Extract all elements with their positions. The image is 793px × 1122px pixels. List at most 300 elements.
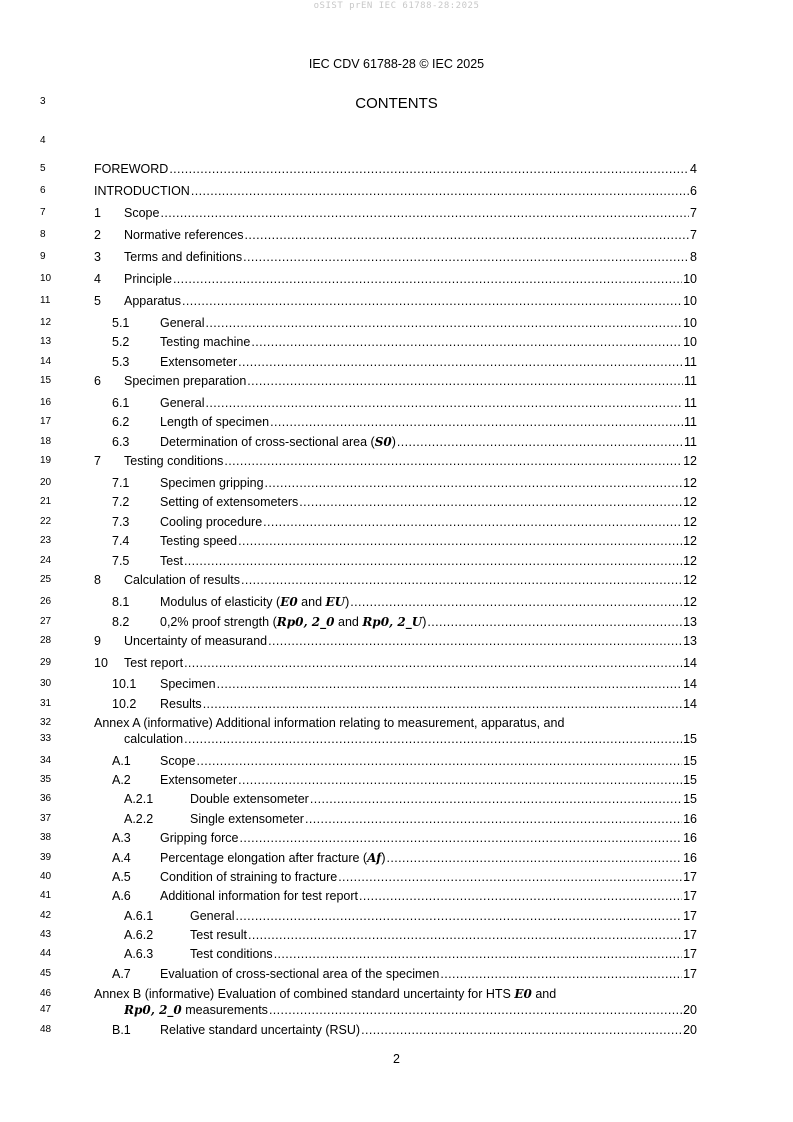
toc-entry[interactable] — [0, 206, 793, 222]
toc-entry[interactable] — [0, 435, 793, 451]
toc-title-text: Extensometer — [160, 773, 238, 787]
toc-entry-page: 17 — [683, 889, 697, 903]
dot-leader — [440, 967, 682, 981]
toc-title-text: Additional information for test report — [160, 889, 359, 903]
line-number: 33 — [40, 733, 52, 744]
dot-leader — [299, 495, 682, 509]
dot-leader — [238, 534, 682, 548]
math-symbol: EU — [325, 595, 346, 609]
toc-entry-title — [190, 947, 273, 961]
toc-entry-number: A.5 — [112, 870, 131, 884]
toc-entry[interactable] — [0, 870, 793, 886]
toc-entry-number: A.7 — [112, 967, 131, 981]
toc-entry-page: 12 — [683, 554, 697, 568]
toc-entry-title — [160, 889, 358, 903]
toc-title-text: Determination of cross-sectional area ( — [160, 435, 375, 449]
toc-entry[interactable] — [0, 355, 793, 371]
toc-title-text: and — [531, 987, 557, 1001]
toc-entry-page: 15 — [683, 754, 697, 768]
toc-entry-page: 12 — [683, 476, 697, 490]
dot-leader — [173, 272, 682, 286]
toc-entry[interactable] — [0, 634, 793, 650]
dot-leader — [361, 1023, 682, 1037]
toc-entry-title — [94, 184, 190, 198]
toc-entry-title — [124, 1003, 268, 1017]
dot-leader — [270, 415, 683, 429]
dot-leader — [203, 697, 682, 711]
line-number: 23 — [40, 535, 52, 546]
toc-entry-number: A.1 — [112, 754, 131, 768]
toc-title-text: FOREWORD — [94, 162, 169, 176]
line-number: 25 — [40, 574, 52, 585]
toc-entry-title — [160, 870, 337, 884]
toc-entry[interactable] — [0, 495, 793, 511]
line-number: 38 — [40, 832, 52, 843]
toc-title-text: Terms and definitions — [124, 250, 243, 264]
toc-title-text: 0,2% proof strength ( — [160, 615, 277, 629]
math-symbol: Af — [367, 851, 382, 865]
toc-title-text: Specimen — [160, 677, 216, 691]
toc-entry-title — [160, 554, 183, 568]
line-number: 31 — [40, 698, 52, 709]
toc-entry-title — [124, 656, 183, 670]
line-number: 45 — [40, 968, 52, 979]
dot-leader — [397, 435, 683, 449]
toc-title-text: Modulus of elasticity ( — [160, 595, 281, 609]
toc-title-text: Test report — [124, 656, 184, 670]
toc-entry-number: 9 — [94, 634, 101, 648]
line-number: 10 — [40, 273, 52, 284]
toc-entry[interactable] — [0, 1003, 793, 1019]
line-number: 7 — [40, 207, 46, 218]
toc-title-text: Annex B (informative) Evaluation of combined standard uncertainty for HTS — [94, 987, 515, 1001]
toc-entry-page: 12 — [683, 454, 697, 468]
line-number: 34 — [40, 755, 52, 766]
toc-entry-title — [160, 615, 426, 629]
toc-title-text: Testing speed — [160, 534, 238, 548]
toc-title-text: Double extensometer — [190, 792, 309, 806]
page-title: CONTENTS — [355, 95, 438, 112]
toc-entry[interactable] — [0, 732, 793, 748]
toc-entry[interactable] — [0, 987, 793, 1003]
math-symbol: Rp0, 2_0 — [124, 1003, 182, 1017]
dot-leader — [182, 294, 682, 308]
toc-title-text: Cooling procedure — [160, 515, 263, 529]
line-number: 37 — [40, 813, 52, 824]
toc-entry-page: 10 — [683, 272, 697, 286]
toc-entry-number: B.1 — [112, 1023, 131, 1037]
toc-entry[interactable] — [0, 573, 793, 589]
toc-entry-number: 4 — [94, 272, 101, 286]
dot-leader — [169, 162, 689, 176]
toc-title-text: Normative references — [124, 228, 244, 242]
toc-entry[interactable] — [0, 316, 793, 332]
toc-entry[interactable] — [0, 889, 793, 905]
toc-entry[interactable] — [0, 534, 793, 550]
dot-leader — [160, 206, 689, 220]
dot-leader — [217, 677, 683, 691]
toc-title-text: INTRODUCTION — [94, 184, 190, 198]
toc-entry-number: A.6.2 — [124, 928, 154, 942]
line-number: 11 — [40, 295, 51, 306]
toc-entry-title — [160, 754, 195, 768]
line-number: 12 — [40, 317, 52, 328]
toc-entry-title — [160, 697, 202, 711]
toc-entry-number: A.4 — [112, 851, 131, 865]
toc-entry-page: 17 — [683, 909, 697, 923]
toc-entry-title — [124, 634, 267, 648]
line-number: 44 — [40, 948, 52, 959]
toc-title-text: Testing machine — [160, 335, 251, 349]
toc-entry[interactable] — [0, 773, 793, 789]
toc-entry-page: 11 — [684, 415, 697, 429]
toc-entry-page: 13 — [683, 615, 697, 629]
toc-entry[interactable] — [0, 396, 793, 412]
toc-entry-page: 4 — [690, 162, 697, 176]
line-number: 41 — [40, 890, 52, 901]
line-number: 47 — [40, 1004, 52, 1015]
line-number: 15 — [40, 375, 52, 386]
toc-title-text: and — [297, 595, 326, 609]
toc-entry-number: 2 — [94, 228, 101, 242]
toc-entry-title — [94, 716, 564, 730]
toc-entry-page: 12 — [683, 595, 697, 609]
toc-entry-title — [124, 272, 172, 286]
toc-title-text: Uncertainty of measurand — [124, 634, 268, 648]
toc-entry-title — [160, 435, 396, 449]
line-number: 22 — [40, 516, 52, 527]
toc-entry-title — [160, 1023, 360, 1037]
toc-title-text: ) — [391, 435, 396, 449]
toc-entry[interactable] — [0, 697, 793, 713]
math-symbol: E0 — [514, 987, 532, 1001]
toc-entry-page: 14 — [683, 677, 697, 691]
toc-entry-page: 11 — [684, 355, 697, 369]
toc-entry-number: 7.4 — [112, 534, 130, 548]
toc-entry-number: 7 — [94, 454, 101, 468]
toc-entry-page: 15 — [683, 792, 697, 806]
toc-entry-number: 8 — [94, 573, 101, 587]
toc-entry[interactable] — [0, 595, 793, 611]
toc-entry-title — [124, 454, 223, 468]
dot-leader — [274, 947, 682, 961]
math-symbol: Rp0, 2_0 — [276, 615, 335, 629]
toc-entry-number: A.2.2 — [124, 812, 154, 826]
toc-entry-page: 20 — [683, 1023, 697, 1037]
toc-title-text: General — [160, 396, 205, 410]
toc-title-text: Setting of extensometers — [160, 495, 299, 509]
page-header: IEC CDV 61788-28 © IEC 2025 — [308, 57, 485, 71]
line-number: 19 — [40, 455, 52, 466]
dot-leader — [265, 476, 683, 490]
line-number: 16 — [40, 397, 52, 408]
toc-entry-page: 20 — [683, 1003, 697, 1017]
dot-leader — [224, 454, 682, 468]
dot-leader — [251, 335, 682, 349]
toc-entry-number: A.6.1 — [124, 909, 154, 923]
toc-entry-page: 12 — [683, 515, 697, 529]
toc-entry-number: A.2 — [112, 773, 131, 787]
toc-entry-page: 17 — [683, 947, 697, 961]
toc-entry[interactable] — [0, 294, 793, 310]
toc-entry[interactable] — [0, 615, 793, 631]
line-number: 30 — [40, 678, 52, 689]
line-number: 32 — [40, 717, 52, 728]
toc-title-text: measurements — [181, 1003, 268, 1017]
toc-entry-title — [160, 415, 269, 429]
toc-entry[interactable] — [0, 754, 793, 770]
toc-entry-title — [160, 396, 204, 410]
toc-title-text: ) — [381, 851, 386, 865]
toc-entry-page: 17 — [683, 870, 697, 884]
toc-entry[interactable] — [0, 335, 793, 351]
toc-entry[interactable] — [0, 184, 793, 200]
toc-entry-title — [160, 534, 237, 548]
toc-entry[interactable] — [0, 515, 793, 531]
toc-entry[interactable] — [0, 947, 793, 963]
dot-leader — [243, 250, 689, 264]
toc-entry[interactable] — [0, 967, 793, 983]
line-number: 48 — [40, 1024, 52, 1035]
toc-title-text: Condition of straining to fracture — [160, 870, 338, 884]
toc-entry[interactable] — [0, 812, 793, 828]
line-number: 5 — [40, 163, 46, 174]
line-number: 6 — [40, 185, 46, 196]
dot-leader — [263, 515, 682, 529]
toc-entry-title — [160, 515, 262, 529]
toc-entry-title — [124, 206, 159, 220]
line-number: 21 — [40, 496, 52, 507]
toc-entry[interactable] — [0, 162, 793, 178]
toc-entry-number: A.6.3 — [124, 947, 154, 961]
toc-entry[interactable] — [0, 851, 793, 867]
line-number: 26 — [40, 596, 52, 607]
toc-entry-page: 17 — [683, 967, 697, 981]
toc-entry[interactable] — [0, 415, 793, 431]
toc-entry-number: 8.1 — [112, 595, 130, 609]
toc-entry-title — [160, 476, 264, 490]
toc-entry-page: 16 — [683, 851, 697, 865]
toc-entry[interactable] — [0, 374, 793, 390]
toc-entry-number: 8.2 — [112, 615, 130, 629]
toc-title-text: Annex A (informative) Additional information relating to measurement, apparatus, and — [94, 716, 565, 730]
toc-entry-title — [124, 250, 242, 264]
toc-title-text: ) — [345, 595, 350, 609]
toc-entry[interactable] — [0, 272, 793, 288]
dot-leader — [387, 851, 683, 865]
line-number: 18 — [40, 436, 52, 447]
toc-entry-title — [160, 316, 204, 330]
toc-entry-page: 14 — [683, 697, 697, 711]
toc-entry-title — [94, 162, 168, 176]
toc-entry-page: 7 — [690, 206, 697, 220]
line-number: 13 — [40, 336, 52, 347]
toc-title-text: ) — [422, 615, 427, 629]
toc-title-text: Results — [160, 697, 202, 711]
dot-leader — [205, 316, 682, 330]
toc-entry-page: 12 — [683, 573, 697, 587]
dot-leader — [184, 732, 682, 746]
dot-leader — [191, 184, 689, 198]
toc-entry-title — [94, 987, 556, 1001]
toc-entry[interactable] — [0, 677, 793, 693]
toc-entry-page: 12 — [683, 534, 697, 548]
dot-leader — [268, 634, 682, 648]
toc-entry[interactable] — [0, 554, 793, 570]
line-number: 24 — [40, 555, 52, 566]
toc-entry-title — [124, 294, 181, 308]
toc-entry-number: 5.2 — [112, 335, 130, 349]
toc-entry-page: 11 — [684, 396, 697, 410]
toc-title-text: Scope — [124, 206, 160, 220]
toc-entry-page: 10 — [683, 316, 697, 330]
toc-entry-title — [160, 355, 237, 369]
toc-entry-number: 5 — [94, 294, 101, 308]
toc-entry[interactable] — [0, 476, 793, 492]
toc-entry[interactable] — [0, 716, 793, 732]
math-symbol: S0 — [374, 435, 392, 449]
line-number: 35 — [40, 774, 52, 785]
toc-title-text: Evaluation of cross-sectional area of the specimen — [160, 967, 440, 981]
math-symbol: Rp0, 2_U — [362, 615, 423, 629]
line-number: 29 — [40, 657, 52, 668]
toc-entry-title — [160, 831, 239, 845]
line-number: 14 — [40, 356, 52, 367]
toc-entry-page: 17 — [683, 928, 697, 942]
toc-title-text: Length of specimen — [160, 415, 270, 429]
toc-title-text: General — [160, 316, 205, 330]
toc-entry[interactable] — [0, 792, 793, 808]
toc-title-text: Specimen preparation — [124, 374, 247, 388]
toc-entry-title — [124, 573, 240, 587]
toc-entry-page: 7 — [690, 228, 697, 242]
dot-leader — [247, 374, 683, 388]
line-number: 9 — [40, 251, 46, 262]
toc-entry[interactable] — [0, 909, 793, 925]
line-number: 20 — [40, 477, 52, 488]
toc-title-text: Testing conditions — [124, 454, 224, 468]
page-number: 2 — [393, 1052, 400, 1066]
line-number: 46 — [40, 988, 52, 999]
dot-leader — [240, 831, 683, 845]
toc-entry[interactable] — [0, 928, 793, 944]
toc-title-text: Gripping force — [160, 831, 239, 845]
dot-leader — [235, 909, 682, 923]
line-number: 42 — [40, 910, 52, 921]
line-number: 28 — [40, 635, 52, 646]
dot-leader — [238, 355, 683, 369]
toc-entry-page: 10 — [683, 335, 697, 349]
toc-entry-number: 7.3 — [112, 515, 130, 529]
toc-title-text: General — [190, 909, 235, 923]
toc-entry-number: 10.1 — [112, 677, 137, 691]
toc-entry-title — [124, 228, 244, 242]
toc-entry-title — [190, 909, 234, 923]
toc-title-text: Extensometer — [160, 355, 238, 369]
dot-leader — [269, 1003, 682, 1017]
toc-title-text: Percentage elongation after fracture ( — [160, 851, 368, 865]
toc-entry-number: 6 — [94, 374, 101, 388]
toc-entry-title — [160, 495, 298, 509]
toc-entry[interactable] — [0, 454, 793, 470]
dot-leader — [427, 615, 682, 629]
toc-entry[interactable] — [0, 656, 793, 672]
toc-entry-page: 6 — [690, 184, 697, 198]
dot-leader — [241, 573, 682, 587]
toc-entry-title — [160, 677, 216, 691]
toc-entry-title — [160, 967, 439, 981]
toc-entry-number: 5.1 — [112, 316, 130, 330]
toc-entry[interactable] — [0, 1023, 793, 1039]
toc-entry[interactable] — [0, 228, 793, 244]
toc-entry-title — [190, 792, 309, 806]
toc-entry-number: 6.3 — [112, 435, 130, 449]
toc-entry-page: 13 — [683, 634, 697, 648]
toc-entry-page: 16 — [683, 831, 697, 845]
toc-title-text: Specimen gripping — [160, 476, 264, 490]
toc-entry-number: 7.1 — [112, 476, 130, 490]
toc-title-text: Scope — [160, 754, 196, 768]
toc-entry[interactable] — [0, 250, 793, 266]
toc-title-text: Relative standard uncertainty (RSU) — [160, 1023, 361, 1037]
toc-entry-page: 11 — [684, 435, 697, 449]
toc-title-text: Test result — [190, 928, 247, 942]
toc-entry[interactable] — [0, 831, 793, 847]
toc-title-text: Test — [160, 554, 183, 568]
toc-entry-page: 15 — [683, 732, 697, 746]
line-number: 40 — [40, 871, 52, 882]
toc-entry-number: 7.5 — [112, 554, 130, 568]
line-number: 4 — [40, 135, 46, 146]
dot-leader — [359, 889, 682, 903]
line-number: 27 — [40, 616, 52, 627]
toc-title-text: calculation — [124, 732, 184, 746]
toc-entry-number: 1 — [94, 206, 101, 220]
line-number: 36 — [40, 793, 52, 804]
watermark: oSIST prEN IEC 61788-28:2025 — [313, 1, 480, 11]
line-number: 43 — [40, 929, 52, 940]
toc-title-text: Calculation of results — [124, 573, 241, 587]
toc-entry-title — [190, 812, 304, 826]
toc-entry-title — [124, 732, 183, 746]
toc-title-text: Principle — [124, 272, 172, 286]
toc-entry-number: A.2.1 — [124, 792, 154, 806]
toc-entry-number: A.6 — [112, 889, 131, 903]
dot-leader — [184, 656, 682, 670]
toc-entry-page: 10 — [683, 294, 697, 308]
toc-entry-number: 6.2 — [112, 415, 130, 429]
toc-entry-number: 10.2 — [112, 697, 137, 711]
dot-leader — [238, 773, 682, 787]
dot-leader — [245, 228, 690, 242]
math-symbol: E0 — [280, 595, 298, 609]
dot-leader — [338, 870, 682, 884]
line-number: 17 — [40, 416, 52, 427]
toc-entry-title — [160, 773, 237, 787]
toc-title-text: Test conditions — [190, 947, 273, 961]
toc-title-text: Apparatus — [124, 294, 181, 308]
toc-entry-title — [160, 595, 349, 609]
toc-entry-page: 12 — [683, 495, 697, 509]
toc-title-text: Single extensometer — [190, 812, 304, 826]
dot-leader — [350, 595, 682, 609]
toc-entry-title — [190, 928, 247, 942]
toc-entry-title — [124, 374, 246, 388]
toc-entry-title — [160, 335, 250, 349]
dot-leader — [196, 754, 682, 768]
dot-leader — [205, 396, 683, 410]
toc-entry-number: 5.3 — [112, 355, 130, 369]
